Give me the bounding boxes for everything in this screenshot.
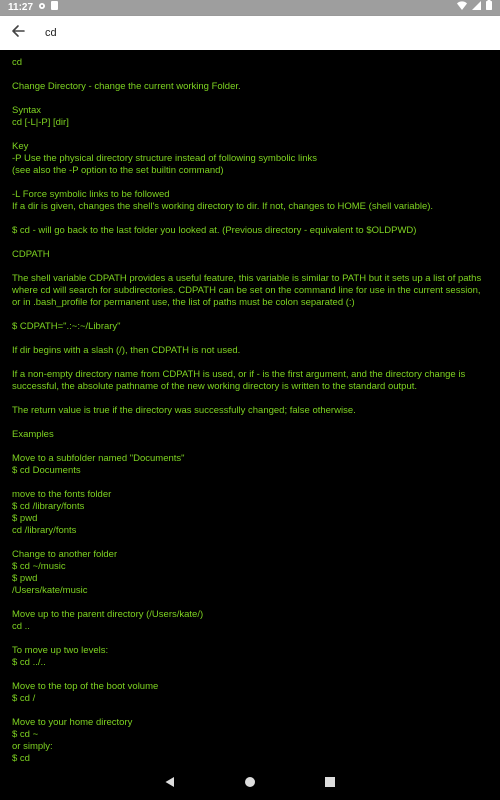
content-paragraph xyxy=(12,141,490,177)
content-line: $ pwd xyxy=(12,513,38,524)
signal-icon xyxy=(472,0,481,16)
back-triangle-icon xyxy=(164,775,176,793)
notification-icon xyxy=(51,0,58,16)
content-line: CDPATH xyxy=(12,249,50,260)
content-paragraph xyxy=(12,81,490,93)
content-line: $ cd /library/fonts xyxy=(12,501,85,512)
battery-icon xyxy=(486,0,492,16)
content-line: If dir begins with a slash (/), then CDPATH is not used. xyxy=(12,345,241,356)
content-line: To move up two levels: xyxy=(12,645,109,656)
content-line: $ cd ../.. xyxy=(12,657,46,668)
content-line: -L Force symbolic links to be followed xyxy=(12,189,170,200)
content-line: The shell variable CDPATH provides a useful feature, this variable is similar to PATH but it sets up a list of paths where cd will search for subdirectories. CDPATH can be set on the command line for use in the current session, or in .bash_profile for permanent use, the list of paths must be colon separated (:) xyxy=(12,273,482,308)
content-line: cd xyxy=(12,57,23,68)
content-paragraph xyxy=(12,609,490,633)
content-paragraph xyxy=(12,549,490,597)
settings-icon xyxy=(38,0,46,16)
content-paragraph xyxy=(12,249,490,261)
content-line: cd /library/fonts xyxy=(12,525,77,536)
content-line: The return value is true if the directory was successfully changed; false otherwise. xyxy=(12,405,356,416)
home-circle-icon xyxy=(244,775,256,793)
content-line: Examples xyxy=(12,429,54,440)
content-line: Move up to the parent directory (/Users/kate/) xyxy=(12,609,204,620)
content-paragraph xyxy=(12,717,490,765)
content-paragraph xyxy=(12,321,490,333)
content-line: /Users/kate/music xyxy=(12,585,88,596)
content-line: Change to another folder xyxy=(12,549,118,560)
content-line: or simply: xyxy=(12,741,53,752)
content-line: $ cd xyxy=(12,753,30,764)
man-page-content[interactable] xyxy=(12,57,490,765)
content-line: -P Use the physical directory structure instead of following symbolic links xyxy=(12,153,318,164)
content-line: If a dir is given, changes the shell's working directory to dir. If not, changes to HOME (shell variable). xyxy=(12,201,434,212)
content-line: $ cd - will go back to the last folder you looked at. (Previous directory - equivalent to $OLDPWD) xyxy=(12,225,417,236)
content-line: cd .. xyxy=(12,621,30,632)
content-line: $ cd ~/music xyxy=(12,561,66,572)
content-paragraph xyxy=(12,273,490,309)
page-title: cd xyxy=(45,27,57,39)
content-line: move to the fonts folder xyxy=(12,489,112,500)
content-paragraph xyxy=(12,429,490,441)
content-line: Change Directory - change the current working Folder. xyxy=(12,81,241,92)
nav-recents-button[interactable] xyxy=(322,776,338,792)
app-bar xyxy=(0,16,500,50)
status-right xyxy=(457,0,492,16)
status-left xyxy=(8,0,58,16)
content-paragraph xyxy=(12,405,490,417)
content-line: (see also the -P option to the set builtin command) xyxy=(12,165,224,176)
content-paragraph xyxy=(12,489,490,537)
content-line: Key xyxy=(12,141,29,152)
content-line: Move to the top of the boot volume xyxy=(12,681,159,692)
content-paragraph xyxy=(12,453,490,477)
content-line: $ cd Documents xyxy=(12,465,81,476)
content-line: Move to a subfolder named "Documents" xyxy=(12,453,185,464)
content-line: Move to your home directory xyxy=(12,717,133,728)
content-paragraph xyxy=(12,105,490,129)
back-button[interactable] xyxy=(4,19,32,47)
content-paragraph xyxy=(12,369,490,393)
nav-home-button[interactable] xyxy=(242,776,258,792)
content-paragraph xyxy=(12,681,490,705)
status-time: 11:27 xyxy=(8,2,34,13)
recents-square-icon xyxy=(324,775,336,793)
status-bar xyxy=(0,0,500,16)
content-paragraph xyxy=(12,645,490,669)
content-paragraph xyxy=(12,57,490,69)
nav-back-button[interactable] xyxy=(162,776,178,792)
content-line: $ cd ~ xyxy=(12,729,39,740)
content-line: If a non-empty directory name from CDPATH is used, or if - is the first argument, and the directory change is successful, the absolute pathname of the new working directory is written to the standard output. xyxy=(12,369,466,392)
content-paragraph xyxy=(12,189,490,213)
content-line: Syntax xyxy=(12,105,42,116)
navigation-bar xyxy=(0,768,500,800)
content-paragraph xyxy=(12,345,490,357)
content-line: $ CDPATH=".:~:~/Library" xyxy=(12,321,121,332)
content-line: cd [-L|-P] [dir] xyxy=(12,117,69,128)
content-line: $ cd / xyxy=(12,693,36,704)
content-line: $ pwd xyxy=(12,573,38,584)
content-paragraph xyxy=(12,225,490,237)
wifi-icon xyxy=(457,0,467,16)
arrow-back-icon xyxy=(11,24,25,43)
